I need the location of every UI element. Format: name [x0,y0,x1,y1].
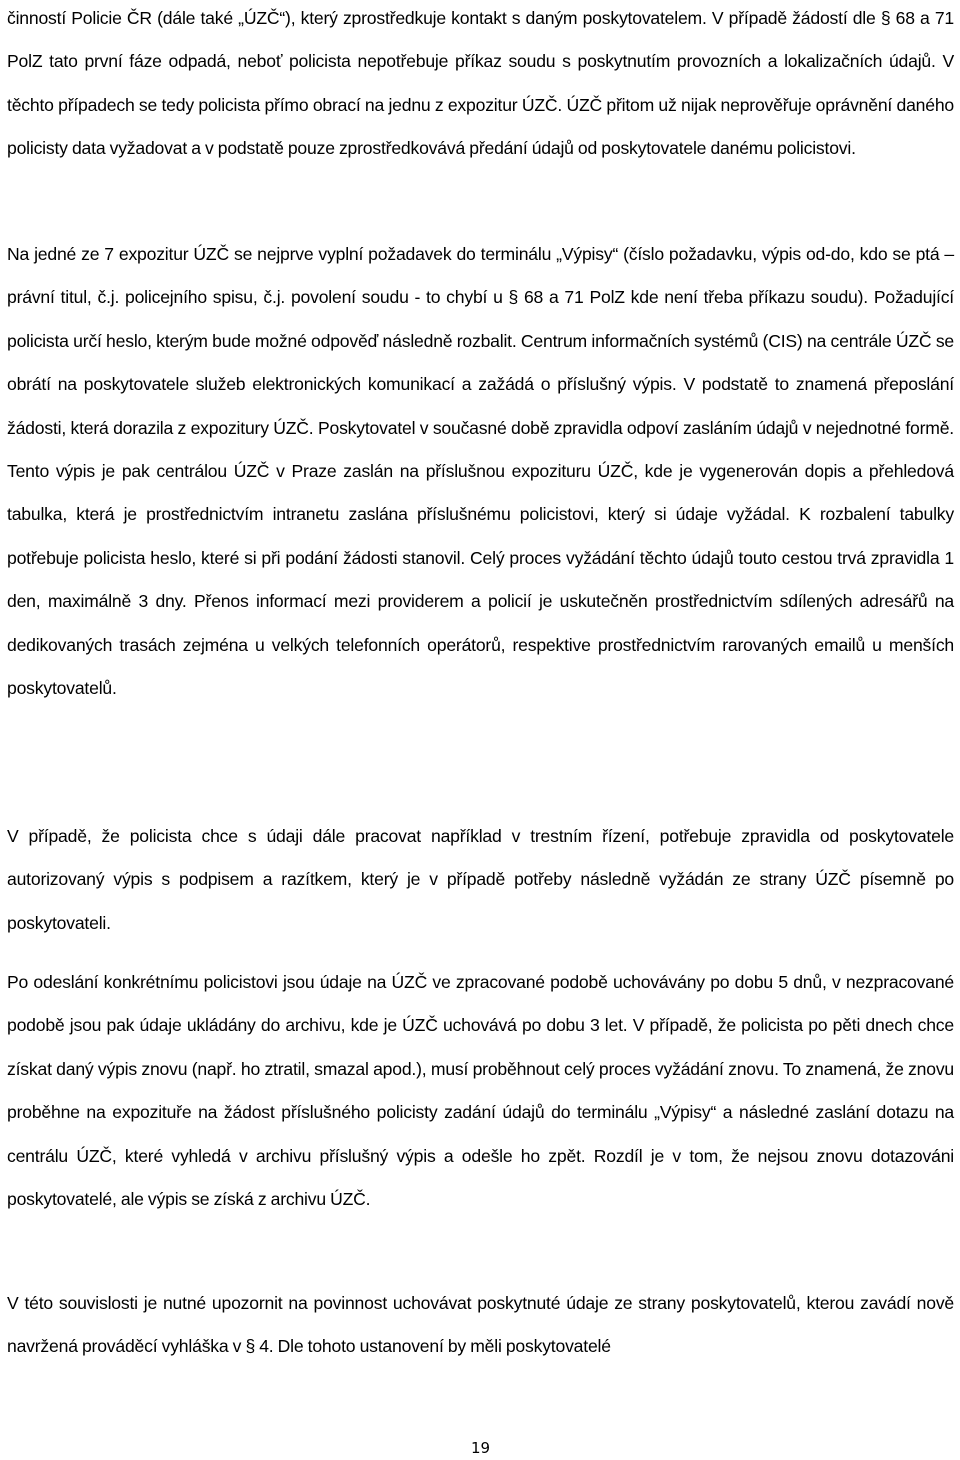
document-page [7,0,954,1460]
paragraph-5: V této souvislosti je nutné upozornit na povinnost uchovávat poskytnuté údaje ze strany poskytovatelů, kterou zavádí nově navržená prováděcí vyhláška v § 4. Dle tohoto ustanovení by měli poskytovatelé [7,1293,954,1357]
paragraph-1: činností Policie ČR (dále také „ÚZČ“), který zprostředkuje kontakt s daným poskytovatelem. V případě žádostí dle § 68 a 71 PolZ tato první fáze odpadá, neboť policista nepotřebuje příkaz soudu s poskytnutím provozních a lokalizačních údajů. V těchto případech se tedy policista přímo obrací na jednu z expozitur ÚZČ. ÚZČ přitom už nijak neprověřuje oprávnění daného policisty data vyžadovat a v podstatě pouze zprostředkovává předání údajů od poskytovatele danému policistovi. [7,8,954,159]
paragraph-3: V případě, že policista chce s údaji dále pracovat například v trestním řízení, potřebuje zpravidla od poskytovatele autorizovaný výpis s podpisem a razítkem, který je v případě potřeby následně vyžádán ze strany ÚZČ písemně po poskytovateli. [7,826,954,933]
page-number: 19 [470,1439,491,1457]
paragraph-4: Po odeslání konkrétnímu policistovi jsou údaje na ÚZČ ve zpracované podobě uchovávány po dobu 5 dnů, v nezpracované podobě jsou pak údaje ukládány do archivu, kde je ÚZČ uchovává po dobu 3 let. V případě, že policista po pěti dnech chce získat daný výpis znovu (např. ho ztratil, smazal apod.), musí proběhnout celý proces vyžádání znovu. To znamená, že znovu proběhne na expozituře na žádost příslušného policisty zadání údajů do terminálu „Výpisy“ a následné zaslání dotazu na centrálu ÚZČ, které vyhledá v archivu příslušný výpis a odešle ho zpět. Rozdíl je v tom, že nejsou znovu dotazováni poskytovatelé, ale výpis se získá z archivu ÚZČ. [7,972,954,1210]
paragraph-2: Na jedné ze 7 expozitur ÚZČ se nejprve vyplní požadavek do terminálu „Výpisy“ (číslo požadavku, výpis od-do, kdo se ptá – právní titul, č.j. policejního spisu, č.j. povolení soudu - to chybí u § 68 a 71 PolZ kde není třeba příkazu soudu). Požadující policista určí heslo, kterým bude možné odpověď následně rozbalit. Centrum informačních systémů (CIS) na centrále ÚZČ se obrátí na poskytovatele služeb elektronických komunikací a zažádá o příslušný výpis. V podstatě to znamená přeposlání žádosti, která dorazila z expozitury ÚZČ. Poskytovatel v současné době zpravidla odpoví zasláním údajů v nejednotné formě. Tento výpis je pak centrálou ÚZČ v Praze zaslán na příslušnou expozituru ÚZČ, kde je vygenerován dopis a přehledová tabulka, která je prostřednictvím intranetu zaslána příslušnému policistovi, který si údaje vyžádal. K rozbalení tabulky potřebuje policista heslo, které si při podání žádosti stanovil. Celý proces vyžádání těchto údajů touto cestou trvá zpravidla 1 den, maximálně 3 dny. Přenos informací mezi providerem a policií je uskutečněn prostřednictvím sdílených adresářů na dedikovaných trasách zejména u velkých telefonních operátorů, respektive prostřednictvím rarovaných emailů u menších poskytovatelů. [7,244,954,699]
